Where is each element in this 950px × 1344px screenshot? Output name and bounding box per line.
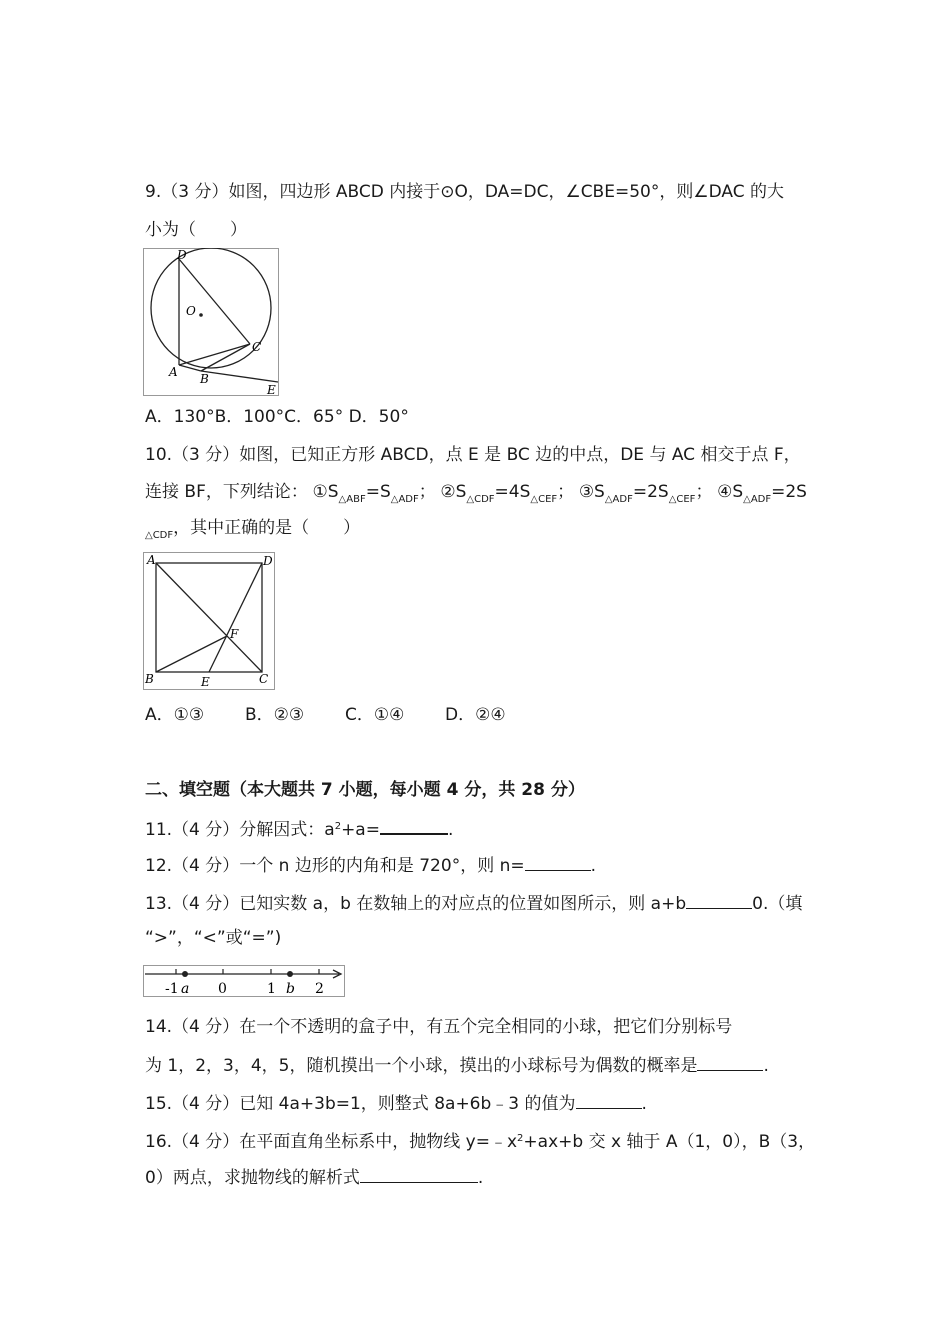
q10-line1: 10.（3 分）如图，已知正方形 ABCD，点 E 是 BC 边的中点，DE 与 AC 相交于点 F， — [145, 445, 801, 465]
q12-answer-blank[interactable] — [525, 852, 591, 871]
q9-label-o: O — [186, 304, 196, 318]
q13-number-line — [143, 965, 347, 1004]
q9-figure — [143, 248, 281, 403]
q16-line2: 0）两点，求抛物线的解析式 . — [145, 1164, 483, 1190]
q13-tick-minus-one: -1 — [165, 981, 179, 997]
q10-option-b: B．②③ — [245, 705, 305, 725]
q15-answer-blank[interactable] — [576, 1090, 642, 1109]
q11: 11.（4 分）分解因式：$a^2+a=$ . — [145, 815, 453, 842]
q13-answer-blank[interactable] — [686, 890, 752, 909]
q13-tick-two: 2 — [315, 981, 324, 997]
q10-label-e: E — [201, 675, 210, 689]
section-2-title: 二、填空题（本大题共 7 小题，每小题 4 分，共 28 分） — [145, 780, 585, 800]
q13-tick-one: 1 — [267, 981, 276, 997]
q9-label-e: E — [267, 383, 276, 397]
q10-label-b: B — [145, 672, 154, 686]
q16-line1: 16.（4 分）在平面直角坐标系中，抛物线 $y=﹣x^2+ax+b$ 交 x 轴于 A（1，0），B（3， — [145, 1132, 816, 1152]
q10-label-f: F — [230, 627, 239, 641]
q9-label-a: A — [169, 365, 178, 379]
q9-line1: 9.（3 分）如图，四边形 ABCD 内接于⊙O，DA=DC，∠CBE=50°，则∠DAC 的大 — [145, 182, 784, 202]
q10-label-a: A — [147, 553, 156, 567]
q10-option-c: C．①④ — [345, 705, 405, 725]
q12: 12.（4 分）一个 n 边形的内角和是 720°，则 n= . — [145, 852, 596, 878]
q13-line1: 13.（4 分）已知实数 a，b 在数轴上的对应点的位置如图所示，则 a+b 0.（填 — [145, 890, 802, 916]
q10-conclusion-1: $①S_{\triangle ABF}=S_{\triangle ADF}$； — [312, 482, 436, 505]
q9-label-b: B — [200, 372, 209, 386]
q10-line3: $_{\triangle CDF}$，其中正确的是（ ） — [145, 518, 361, 541]
q13-point-a — [182, 971, 188, 977]
q13-tick-b: b — [286, 981, 295, 997]
q10-conclusion-3: $③S_{\triangle ADF}=2S_{\triangle CEF}$； — [578, 482, 713, 505]
q14-line2: 为 1，2，3，4，5，随机摸出一个小球，摸出的小球标号为偶数的概率是 . — [145, 1052, 769, 1078]
q10-option-d: D．②④ — [445, 705, 506, 725]
q10-line2 — [145, 480, 807, 512]
q9-options: A．130°B．100°C．65° D．50° — [145, 407, 409, 427]
q10-option-a: A．①③ — [145, 705, 205, 725]
q10-label-d: D — [263, 554, 273, 568]
q10-conclusion-4: $④S_{\triangle ADF}=2S$ — [717, 482, 807, 505]
q10-label-c: C — [259, 672, 269, 686]
q13-line2: “>”，“<”或“=”) — [145, 928, 282, 948]
q16-answer-blank[interactable] — [360, 1164, 478, 1183]
q11-answer-blank[interactable] — [380, 815, 448, 835]
q10-conclusion-2: $②S_{\triangle CDF}=4S_{\triangle CEF}$； — [440, 482, 575, 505]
q9-line2: 小为（ ） — [145, 220, 247, 240]
q10-options — [145, 703, 506, 727]
q15: 15.（4 分）已知 4a+3b=1，则整式 8a+6b﹣3 的值为 . — [145, 1090, 647, 1116]
q13-tick-a: a — [181, 981, 190, 997]
q9-label-d: D — [177, 248, 187, 262]
q13-tick-zero: 0 — [218, 981, 227, 997]
q14-line1: 14.（4 分）在一个不透明的盒子中，有五个完全相同的小球，把它们分别标号 — [145, 1017, 733, 1037]
q14-answer-blank[interactable] — [697, 1052, 763, 1071]
q10-line2-prefix: 连接 BF，下列结论： — [145, 482, 308, 502]
q13-point-b — [287, 971, 293, 977]
q9-label-c: C — [252, 340, 262, 354]
q10-figure — [143, 552, 277, 697]
